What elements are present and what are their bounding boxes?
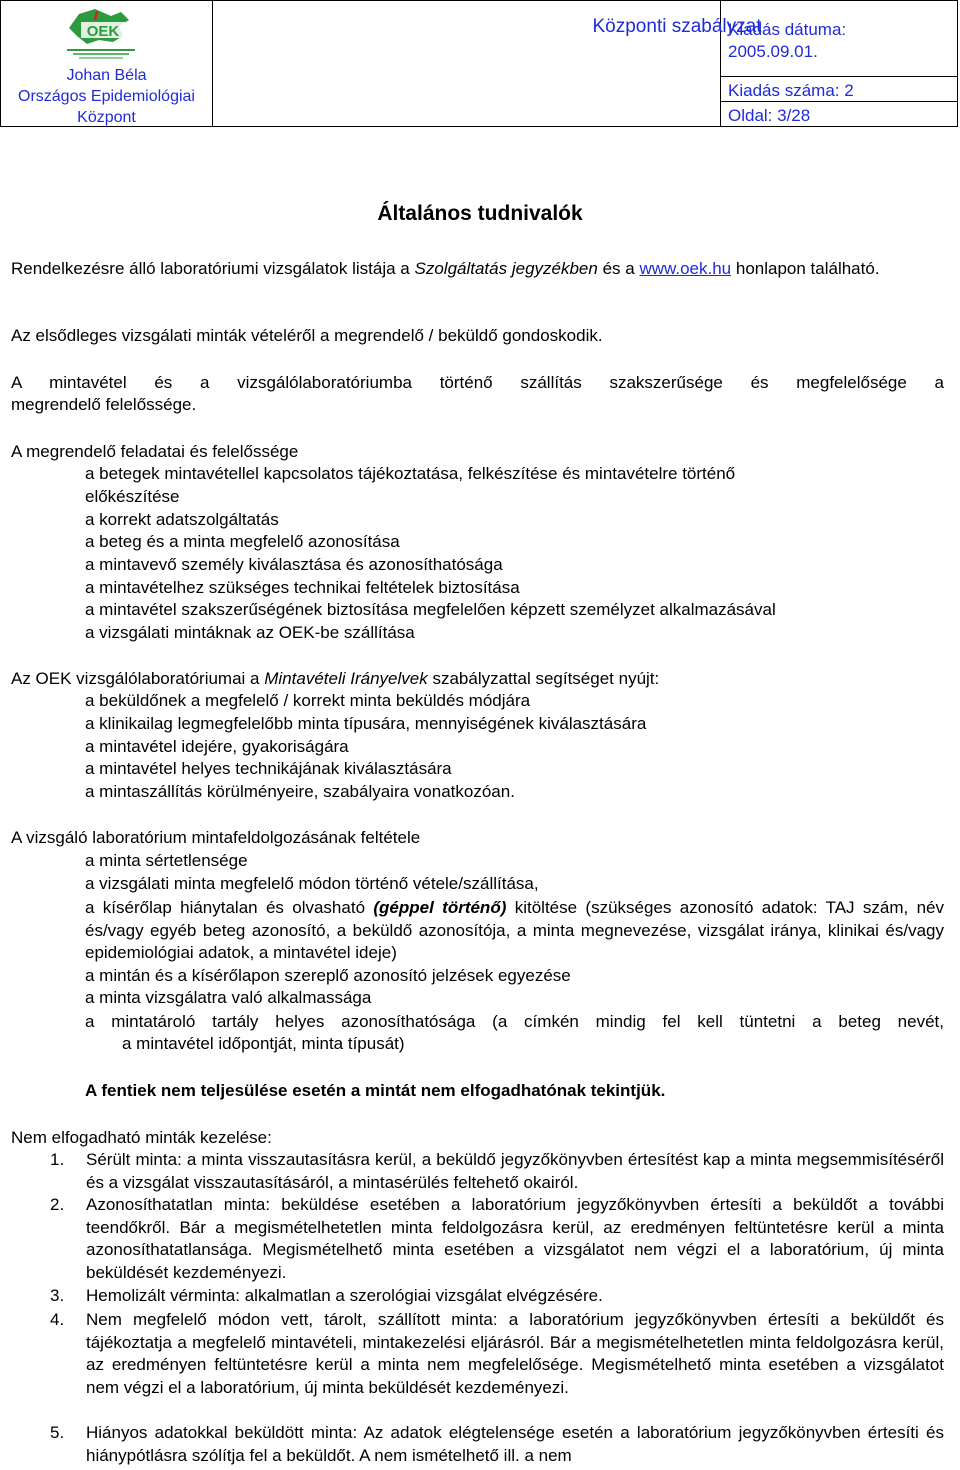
list-item: előkészítése [85, 487, 180, 506]
list-item: a mintán és a kísérőlapon szereplő azonosító jelzések egyezése [85, 966, 571, 985]
list-item: a mintavételhez szükséges technikai feltételek biztosítása [85, 578, 520, 597]
list-number: 1. [50, 1150, 65, 1169]
section-heading: A megrendelő feladatai és felelőssége [11, 442, 299, 461]
oek-website-link[interactable]: www.oek.hu [639, 259, 732, 278]
list-item: a mintavétel időpontját, minta típusát) [122, 1034, 405, 1053]
list-item: a mintavétel szakszerűségének biztosítása megfelelően képzett személyzet alkalmazásával [85, 600, 776, 619]
document-header [0, 0, 958, 127]
warning-text: A fentiek nem teljesülése esetén a mintát nem elfogadhatónak tekintjük. [85, 1081, 666, 1100]
page-title: Általános tudnivalók [377, 202, 583, 225]
svg-text:OEK: OEK [86, 23, 120, 40]
list-item: Hemolizált vérminta: alkalmatlan a szerológiai vizsgálat elvégzésére. [86, 1286, 603, 1305]
list-item [85, 897, 944, 965]
doc-type: Központi szabályzat [592, 16, 762, 37]
list-item: a mintatároló tartály helyes azonosíthatósága (a címkén mindig fel kell tüntetni a beteg nevét, [85, 1012, 944, 1031]
list-item: a mintavétel helyes technikájának kiválasztására [85, 759, 452, 778]
institute-line: Országos Epidemiológiai [18, 88, 195, 105]
list-number: 5. [50, 1423, 65, 1442]
list-item: a mintavétel idejére, gyakoriságára [85, 737, 349, 756]
section-heading: Nem elfogadható minták kezelése: [11, 1128, 272, 1147]
doc-type-cell [212, 1, 762, 126]
institute-cell [1, 1, 213, 126]
list-item: a vizsgálati mintáknak az OEK-be szállítása [85, 623, 415, 642]
list-item: a beteg és a minta megfelelő azonosítása [85, 532, 400, 551]
page-number: Oldal: 3/28 [728, 106, 811, 125]
list-item: a betegek mintavétellel kapcsolatos tájékoztatása, felkészítése és mintavételre történő [85, 464, 736, 483]
list-item: a vizsgálati minta megfelelő módon történő vétele/szállítása, [85, 874, 539, 893]
list-item: a mintaszállítás körülményeire, szabályaira vonatkozóan. [85, 782, 515, 801]
list-item: Hiányos adatokkal beküldött minta: Az adatok elégtelensége esetén a laboratórium jegyzőkönyvben értesíti és hiánypótlásra szólítja fel a beküldőt. A nem ismételhető ill. a nem [86, 1423, 944, 1465]
intro-paragraph: Az elsődleges vizsgálati minták vételéről a megrendelő / beküldő gondoskodik. [11, 326, 603, 345]
list-item: a minta sértetlensége [85, 851, 248, 870]
list-number: 3. [50, 1286, 65, 1305]
institute-line: Johan Béla [66, 67, 147, 84]
text-run: kitöltése (szükséges azonosító adatok: TAJ szám, név és/vagy egyéb beteg azonosító, a beküldő azonosítója, a minta megnevezése, vizsgálat iránya, klinikai és/vagy epidemiológiai adatok, a mintavétel ideje) [85, 898, 944, 963]
text-run: szabályzattal segítséget nyújt: [432, 669, 660, 688]
list-item: a korrekt adatszolgáltatás [85, 510, 279, 529]
intro-paragraph [11, 258, 944, 281]
text-run: Rendelkezésre álló laboratóriumi vizsgálatok listája a [11, 259, 410, 278]
italic-text: Szolgáltatás jegyzékben [414, 259, 598, 278]
list-item: a mintavevő személy kiválasztása és azonosíthatósága [85, 555, 503, 574]
list-item: a klinikailag legmegfelelőbb minta típusára, mennyiségének kiválasztására [85, 714, 647, 733]
list-item: Nem megfelelő módon vett, tárolt, szállított minta: a laboratórium jegyzőkönyvben értesíti a beküldőt és tájékoztatja a megfelelő mintavételi, mintakezelési eljárásról. Bár a megismételhetetlen minta feldolgozásra kerül, az eredményen feltüntetésre kerül a minta nem megfelelősége. Megismételhető minta esetében a vizsgálatot nem végzi el a laboratórium, új minta beküldését kezdeményezi. [86, 1310, 944, 1398]
institute-name [1, 65, 212, 128]
divider [721, 76, 957, 77]
section-heading: A vizsgáló laboratórium mintafeldolgozásának feltétele [11, 828, 421, 847]
intro-line: A mintavétel és a vizsgálólaboratóriumba történő szállítás szakszerűsége és megfelelősége a [11, 373, 944, 392]
list-item: Sérült minta: a minta visszautasításra kerül, a beküldő jegyzőkönyvben értesítést kap a minta megsemmisítéséről és a vizsgálat visszautasításáról, a mintasérülés feltehető okairól. [86, 1150, 944, 1192]
text-run: honlapon található. [735, 259, 880, 278]
text-run: és a [602, 259, 635, 278]
list-item: Azonosíthatatlan minta: beküldése esetében a laboratórium jegyzőkönyvben értesíti a beküldőt a további teendőkről. Bár a megismételhetetlen minta feldolgozásra kerül, az eredményen feltüntetésre kerül a minta azonosíthatatlansága. Megismételhető minta esetében a vizsgálatot nem végzi el a laboratórium, új minta beküldését kezdeményezi. [86, 1195, 944, 1283]
list-number: 4. [50, 1310, 65, 1329]
section-heading [11, 668, 944, 691]
issue-date: 2005.09.01. [728, 42, 818, 61]
italic-text: Mintavételi Irányelvek [264, 669, 428, 688]
list-item: a minta vizsgálatra való alkalmassága [85, 988, 372, 1007]
list-number: 2. [50, 1195, 65, 1214]
text-run: a kísérőlap hiánytalan és olvasható [85, 898, 366, 917]
list-item: a beküldőnek a megfelelő / korrekt minta beküldés módjára [85, 691, 531, 710]
issue-number: Kiadás száma: 2 [728, 81, 854, 100]
oek-logo-icon [59, 6, 143, 64]
issue-date-label: Kiadás dátuma: [728, 20, 847, 39]
text-run: Az OEK vizsgálólaboratóriumai a [11, 669, 260, 688]
intro-line: megrendelő felelőssége. [11, 395, 197, 414]
institute-line: Központ [77, 109, 136, 126]
bold-italic-text: (géppel történő) [373, 898, 507, 917]
